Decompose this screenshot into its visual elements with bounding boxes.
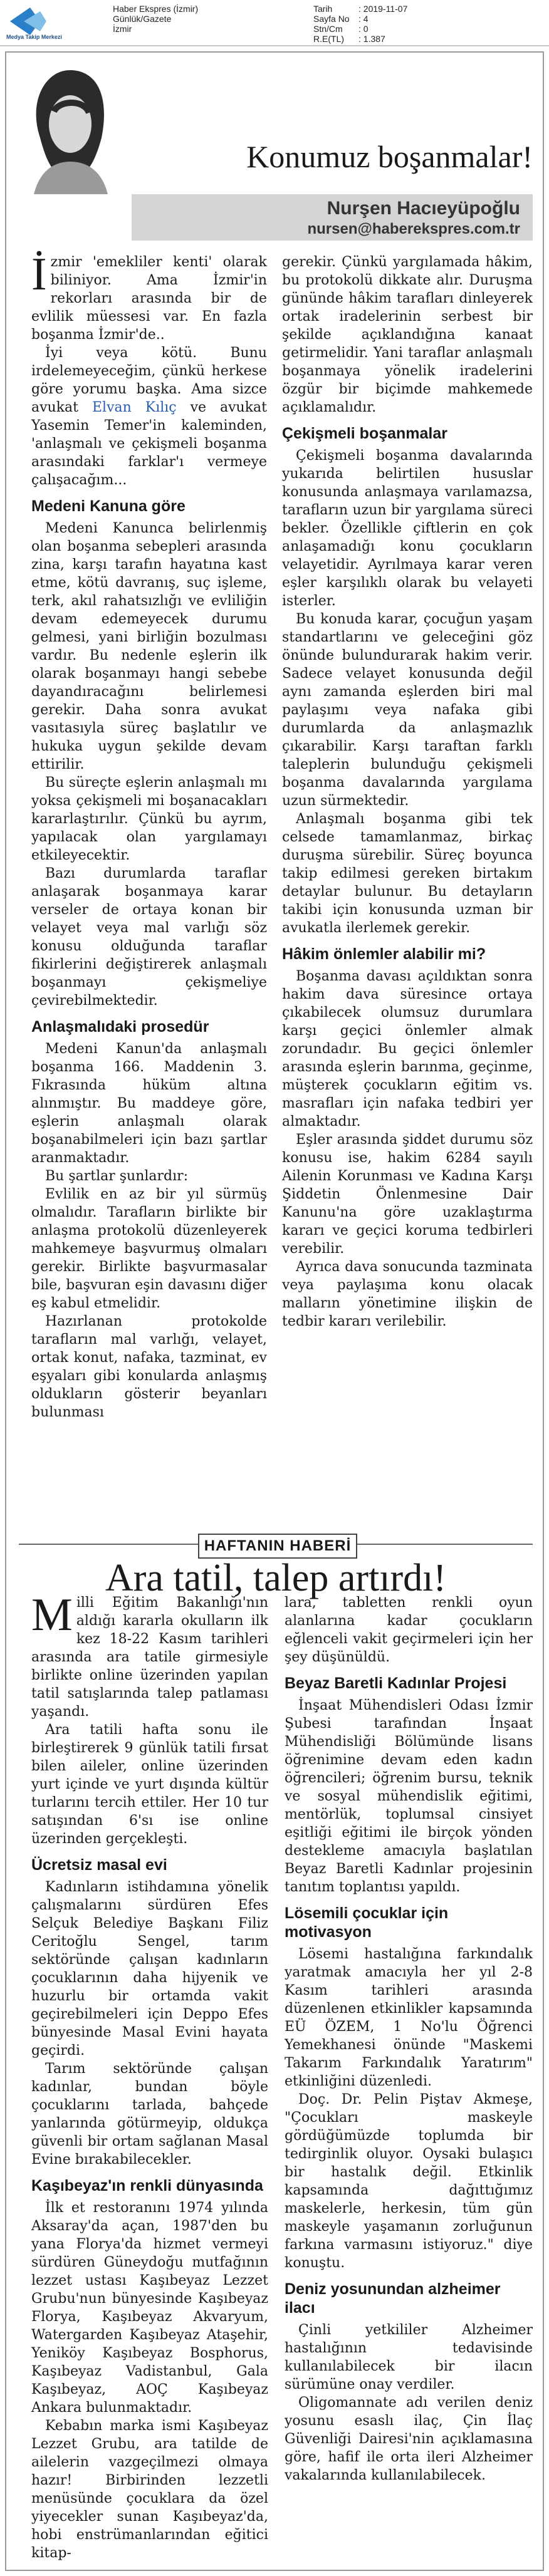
clipping-header [0, 0, 549, 46]
paragraph: Kadınların istihdamına yönelik çalışmalarını sürdüren Efes Selçuk Belediye Başkanı Filiz Ceritoğlu Sengel, tarım sektöründe çalışan kadınların çocuklarının daha hijyenik ve huzurlu bir ortamda vakit geçirebilmeleri için Deppo Efes bünyesinde Masal Evini hayata geçirdi. [31, 1879, 268, 2059]
clipping-meta [313, 4, 407, 44]
meta-key: R.E(TL) [313, 34, 344, 44]
paragraph: Anlaşmalı boşanma gibi tek celsede tamamlanmaz, birkaç duruşma sürebilir. Süreç boyunca takip edilmesi gereken birtakım detaylar bulunur. Bu detayların takibi için konusunda uzman bir avukatla ilerlemek gerekir. [282, 811, 533, 936]
subheading: Lösemili çocuklar için motivasyon [285, 1904, 449, 1941]
lead-paragraph: Milli Eğitim Bakanlığı'nın aldığı kararla okulların ilk kez 18-22 Kasım tarihleri arasında ara tatile girmesiyle birlikte online üzerinden yapılan tatil satışlarında talep patlaması yaşandı. [31, 1589, 268, 1720]
source-info [113, 4, 198, 34]
section-tag: HAFTANIN HABERİ [198, 1534, 357, 1559]
media-tracking-logo [5, 3, 86, 40]
paragraph: Medeni Kanun'da anlaşmalı boşanma 166. Maddenin 3. Fıkrasında hüküm altına alınmıştır. Bu maddeye göre, eşlerin anlaşmalı olarak boşanabilmeleri için bazı şartlar aranmaktadır. [31, 1041, 267, 1166]
paragraph: Hazırlanan protokolde tarafların mal varlığı, velayet, ortak konut, nafaka, tazminat, ev eşyaları gibi konularda anlaşmış oldukların gösterir beyanları bulunması [31, 1314, 267, 1420]
logo-text: Medya Takip Merkezi [6, 34, 62, 40]
paragraph: Kebabın marka ismi Kaşıbeyaz Lezzet Grubu, ara tatilde de ailelerin vazgeçilmezi olmaya hazır! Birbirinden lezzetli menüsünde çocuklara da özel yiyecekler sunan Kaşıbeyaz'da, hobi enstrümanlarından eğitici kitap- [31, 2418, 268, 2561]
paragraph: İyi veya kötü. Bunu irdelemeyeceğim, çünkü herkese göre yorumu başka. Ama sizce avukat Elvan Kılıç ve avukat Yasemin Temer'in kaleminden, 'anlaşmalı ve çekişmeli boşanma arasındaki farklar'ı vermeye çalışacağım... [31, 345, 268, 488]
drop-cap: M [31, 1589, 73, 1641]
paragraph: Ara tatili hafta sonu ile birleştirerek 9 günlük tatili fırsat bilen aileler, online üzerinden yurt içinde ve yurt dışında kültür turlarını tercih ettiler. Her 10 tur satışından 6'sı ise online üzerinden gerçekleşti. [31, 1722, 268, 1847]
paragraph: Boşanma davası açıldıktan sonra hakim dava süresince ortaya çıkabilecek olumsuz durumlara karşı geçici önlemler almak zorundadır. Bu geçici önlemler arasında eşlerin barınma, geçinme, müşterek çocukların eğitim vs. masrafları için nafaka tedbiri yer almaktadır. [282, 969, 533, 1130]
subheading: Deniz yosunundan alzheimer ilacı [285, 2280, 501, 2317]
paragraph: Bazı durumlarda taraflar anlaşarak boşanmaya karar verseler de ortaya konan bir velayet veya mal varlığı söz konusu olduğunda taraflar fikirlerini değiştirerek anlaşmalı boşanmayı çekişmeliye çevirebilmektedir. [31, 866, 267, 1009]
paragraph: Çinli yetkililer Alzheimer hastalığının tedavisinde kullanılabilecek bir ilacın sürümüne onay verdiler. [285, 2322, 533, 2392]
meta-value: : 0 [358, 24, 369, 34]
meta-value: : 4 [358, 14, 369, 24]
paragraph: Eşler arasında şiddet durumu söz konusu ise, hakim 6284 sayılı Ailenin Korunması ve Kadına Karşı Şiddetin Önlenmesine Dair Kanunu'na göre uzaklaştırma kararı ve geçici koruma tedbirleri verebilir. [282, 1132, 533, 1257]
subheading: Beyaz Baretli Kadınlar Projesi [285, 1675, 507, 1692]
author-name: Nurşen Hacıeyüpoğlu [327, 198, 520, 219]
article-title: Konumuz boşanmalar! [246, 139, 533, 174]
subheading: Hâkim önlemler alabilir mi? [282, 945, 486, 963]
drop-cap: İ [31, 249, 47, 300]
paragraph: Bu süreçte eşlerin anlaşmalı mı yoksa çekişmeli mi boşanacakları kararlaştırılır. Çünkü bu ayrım, yapılacak olan yargılamayı etkileyecektir. [31, 775, 267, 863]
paragraph: Bu konuda karar, çocuğun yaşam standartlarını ve geleceğini göz önünde bulundurarak hakim verir. Sadece velayet konusunda değil aynı zamanda eşlerden biri mal paylaşımı veya nafaka gibi durumlarda da anlaşmazlık çıkarabilir. Karşı taraftan farklı taleplerin bulunduğu çekişmeli boşanma davalarında yargılama uzun sürmektedir. [282, 611, 533, 809]
paragraph: Bu şartlar şunlardır: [45, 1168, 189, 1184]
subheading: Kaşıbeyaz'ın renkli dünyasında [31, 2177, 263, 2194]
paragraph: Ayrıca dava sonucunda tazminata veya paylaşıma konu olacak malların yönetimine ilişkin de tedbir kararı verilebilir. [282, 1259, 533, 1329]
article-column-4 [285, 1594, 533, 2485]
lead-paragraph: İzmir 'emekliler kenti' olarak biliniyor. Ama İzmir'in rekorları arasında bir de evlilik müessesi var. En fazla boşanma İzmir'de.. [31, 249, 267, 343]
subheading: Anlaşmalıdaki prosedür [31, 1018, 209, 1036]
author-photo [21, 63, 115, 194]
lawyer-name-link: Elvan Kılıç [92, 400, 177, 415]
paragraph: Tarım sektöründe çalışan kadınlar, bundan böyle çocuklarını tarlada, bahçede yanlarında götürmeyip, oldukça güvenli bir ortam sağlanan Masal Evine bırakabilecekler. [31, 2061, 268, 2168]
article-title: Ara tatil, talep artırdı! [105, 1557, 446, 1599]
subheading: Medeni Kanuna göre [31, 497, 186, 515]
meta-key: Stn/Cm [313, 24, 343, 34]
paragraph: Çekişmeli boşanma davalarında yukarıda belirtilen hususlar konusunda anlaşmaya varılamazsa, tarafların uzun bir yargılama süreci bekler. Özellikle çiftlerin en çok anlaşamadığı konu çocukların velayetidir. Ayrılmaya karar veren eşler karşılıklı olarak bu velayeti isterler. [282, 448, 533, 609]
subheading: Ücretsiz masal evi [31, 1856, 167, 1874]
newspaper-page [5, 51, 544, 2571]
author-email: nursen@haberekspres.com.tr [307, 221, 520, 237]
source-name: Haber Ekspres (İzmir) [113, 4, 199, 14]
paragraph: gerekir. Çünkü yargılamada hâkim, bu protokolü dikkate alır. Duruşma gününde hâkim tarafları dinleyerek ortak iradelerinin serbest bir şekilde açıklandığına kanaat getirmelidir. Yani taraflar anlaşmalı boşanmaya yönelik iradelerini özgür bir biçimde mahkemede açıklamalıdır. [282, 254, 533, 415]
byline-bar [132, 194, 533, 241]
meta-key: Tarih [313, 4, 333, 14]
source-type: Günlük/Gazete [113, 14, 172, 24]
paragraph: İlk et restoranını 1974 yılında Aksaray'da açan, 1987'den bu yana Florya'da hizmet vermeyi sürdüren Güneydoğu mutfağının lezzet ustası Kaşıbeyaz Lezzet Grubu'nun bünyesinde Kaşıbeyaz Florya, Kaşıbeyaz Akvaryum, Watergarden Kaşıbeyaz Ataşehir, Yeniköy Kaşıbeyaz Bosphorus, Kaşıbeyaz Vadistanbul, Gala Kaşıbeyaz, AOÇ Kaşıbeyaz Ankara bulunmaktadır. [31, 2200, 268, 2416]
article-column-2 [282, 253, 533, 1331]
meta-value: : 2019-11-07 [358, 4, 408, 14]
article-column-1 [31, 249, 268, 1421]
paragraph: Evlilik en az bir yıl sürmüş olmalıdır. Tarafların birlikte bir anlaşma protokolü düzenleyerek mahkemeye başvurmuş olmaları gerekir. Birlikte başvurmasalar bile, başvuran eşin davasını diğer eş kabul etmelidir. [31, 1187, 267, 1311]
meta-key: Sayfa No [313, 14, 350, 24]
paragraph: Oligomannate adı verilen deniz yosunu esaslı ilaç, Çin İlaç Güvenliği Dairesi'nin açıklamasına göre, hafif ile orta ileri Alzheimer vakalarında kullanılabilecek. [285, 2395, 533, 2483]
source-city: İzmir [113, 24, 132, 34]
paragraph: Doç. Dr. Pelin Piştav Akmeşe, "Çocukları maskeyle gördüğümüzde toplumda bir tedirginlik oluyor. Oysaki bulaşıcı bir hastalık değil. Etkinlik kapsamında dağıttığımız maskelerle, herkesin, tüm gün maskeyle yaşamanın zorluğunun farkına varmasını istiyoruz." diye konuştu. [285, 2092, 533, 2271]
paragraph: Medeni Kanunca belirlenmiş olan boşanma sebepleri arasında zina, karşı tarafın hayatına kast etme, kötü davranış, suç işleme, terk, akıl rahatsızlığı ve evliliğin devam edemeyecek durumu gelmesi, yani birliğin bozulması vardır. Bu nedenle eşlerin ilk olarak boşanmayı hangi sebebe dayandıracağını belirlemesi gerekir. Daha sonra avukat vasıtasıyla süreç başlatılır ve hukuka uygun şekilde devam ettirilir. [31, 521, 267, 772]
paragraph: Lösemi hastalığına farkındalık yaratmak amacıyla her yıl 2-8 Kasım tarihleri arasında düzenlenen etkinlikler kapsamında EÜ ÖZEM, 1 No'lu Öğrenci Yemekhanesi önünde "Maskemi Takarım Farkındalık Yaratırım" etkinliğini düzenledi. [285, 1946, 533, 2089]
paragraph: lara, tabletten renkli oyun alanlarına kadar çocukların eğlenceli vakit geçirmeleri için her şey düşünüldü. [285, 1595, 533, 1665]
subheading: Çekişmeli boşanmalar [282, 425, 448, 442]
meta-value: : 1.387 [358, 34, 385, 44]
article-column-3 [31, 1589, 268, 2562]
paragraph: İnşaat Mühendisleri Odası İzmir Şubesi tarafından İnşaat Mühendisliği Bölümünde lisans öğrenimine devam eden kadın öğrencileri; öğrenim bursu, teknik ve sosyal mühendislik eğitimi, mentörlük, toplumsal cinsiyet eşitliği eğitimi ile birçok yönden destekleme amacıyla başlatılan Beyaz Baretli Kadınlar projesinin tanıtım toplantısı yapıldı. [285, 1698, 533, 1895]
